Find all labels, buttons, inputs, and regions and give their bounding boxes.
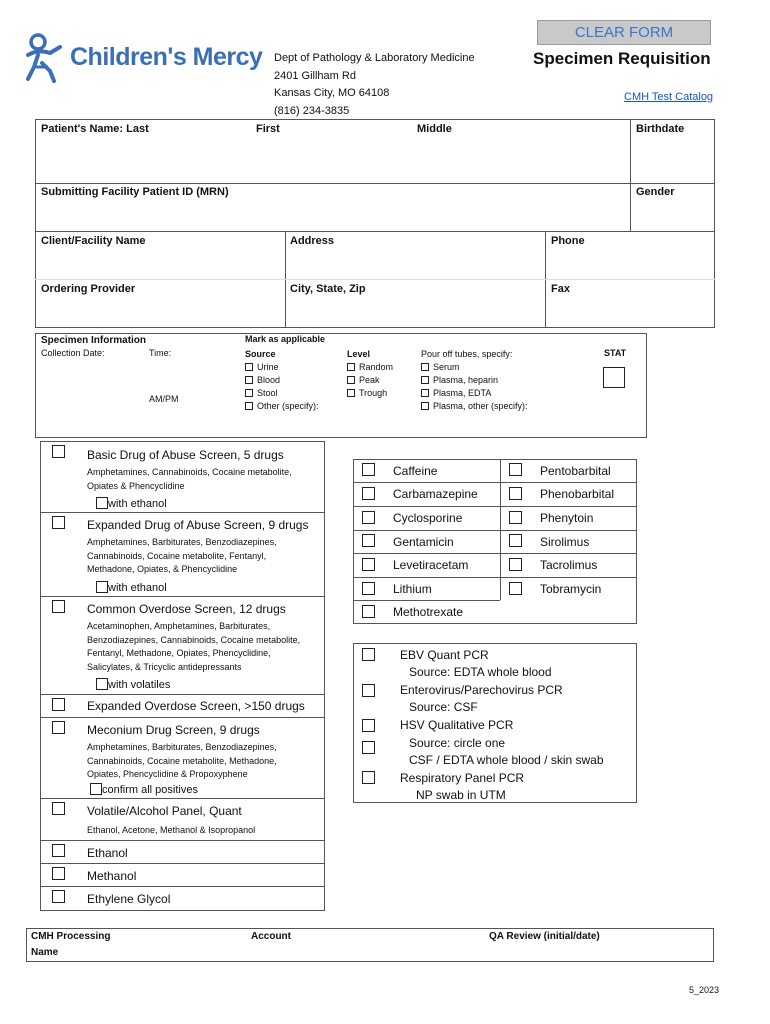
source-group bbox=[245, 348, 319, 413]
label-client: Client/Facility Name bbox=[41, 235, 146, 247]
source-stool[interactable]: Stool bbox=[245, 387, 319, 400]
basic-with-ethanol[interactable]: with ethanol bbox=[96, 497, 167, 510]
volatile-panel-list: Ethanol, Acetone, Methanol & Isopropanol bbox=[87, 825, 256, 835]
hsv-pcr: HSV Qualitative PCR Source: circle one CSF / EDTA whole blood / skin swab bbox=[400, 718, 604, 767]
collection-date-label: Collection Date: bbox=[41, 348, 105, 358]
checkbox-icon bbox=[347, 363, 355, 371]
checkbox-icon bbox=[245, 402, 253, 410]
qa-review-label: QA Review (initial/date) bbox=[489, 931, 600, 942]
common-overdose-checkbox[interactable] bbox=[52, 600, 65, 613]
volatile-panel-title: Volatile/Alcohol Panel, Quant bbox=[87, 804, 242, 818]
pour-other[interactable]: Plasma, other (specify): bbox=[421, 400, 528, 413]
expanded-doa-list: Amphetamines, Barbiturates, Benzodiazepines, Cannabinoids, Cocaine metabolite, Fentanyl, Methadone, Opiates, & Phencyclidine bbox=[87, 537, 277, 574]
level-random[interactable]: Random bbox=[347, 361, 393, 374]
ethanol-title: Ethanol bbox=[87, 846, 128, 860]
label-phone: Phone bbox=[551, 235, 585, 247]
processing-name-label: Name bbox=[31, 947, 59, 958]
common-overdose-title: Common Overdose Screen, 12 drugs bbox=[87, 602, 286, 616]
enterovirus-pcr: Enterovirus/Parechovirus PCR Source: CSF bbox=[400, 683, 563, 714]
account-label: Account bbox=[251, 931, 291, 942]
level-label: Level bbox=[347, 349, 371, 359]
respiratory-pcr: Respiratory Panel PCR NP swab in UTM bbox=[400, 771, 525, 802]
version-label: 5_2023 bbox=[689, 985, 720, 995]
pour-off-group bbox=[421, 348, 528, 413]
specimen-info-box bbox=[35, 333, 647, 438]
expanded-with-ethanol[interactable]: with ethanol bbox=[96, 581, 167, 594]
checkbox-icon bbox=[96, 678, 108, 690]
respiratory-pcr-checkbox[interactable] bbox=[362, 771, 375, 784]
logo bbox=[24, 33, 264, 83]
pour-off-label: Pour off tubes, specify: bbox=[421, 349, 513, 359]
checkbox-icon bbox=[421, 363, 429, 371]
volatile-panel-checkbox[interactable] bbox=[52, 802, 65, 815]
label-mrn: Submitting Facility Patient ID (MRN) bbox=[41, 186, 229, 198]
processing-label: CMH Processing bbox=[31, 931, 111, 942]
ampm-label: AM/PM bbox=[149, 394, 179, 404]
ebv-pcr-checkbox[interactable] bbox=[362, 648, 375, 661]
stat-label: STAT bbox=[604, 348, 627, 358]
enterovirus-pcr-checkbox[interactable] bbox=[362, 684, 375, 697]
clear-form-button[interactable]: CLEAR FORM bbox=[537, 20, 711, 45]
form-title: Specimen Requisition bbox=[533, 49, 711, 68]
specimen-title: Specimen Information bbox=[41, 335, 147, 346]
checkbox-icon bbox=[245, 376, 253, 384]
ethanol-checkbox[interactable] bbox=[52, 844, 65, 857]
checkbox-icon bbox=[96, 581, 108, 593]
pour-serum[interactable]: Serum bbox=[421, 361, 528, 374]
label-city-state-zip: City, State, Zip bbox=[290, 283, 366, 295]
source-other[interactable]: Other (specify): bbox=[245, 400, 319, 413]
expanded-doa-checkbox[interactable] bbox=[52, 516, 65, 529]
mark-applicable: Mark as applicable bbox=[245, 334, 326, 344]
checkbox-icon bbox=[245, 389, 253, 397]
hsv-pcr-checkbox[interactable] bbox=[362, 719, 375, 732]
meconium-title: Meconium Drug Screen, 9 drugs bbox=[87, 723, 260, 737]
pour-heparin[interactable]: Plasma, heparin bbox=[421, 374, 528, 387]
label-birthdate: Birthdate bbox=[636, 123, 685, 135]
basic-drug-screen-list: Amphetamines, Cannabinoids, Cocaine metabolite, Opiates & Phencyclidine bbox=[87, 467, 292, 491]
ethylene-glycol-checkbox[interactable] bbox=[52, 890, 65, 903]
checkbox-icon bbox=[421, 389, 429, 397]
expanded-overdose-checkbox[interactable] bbox=[52, 698, 65, 711]
source-blood[interactable]: Blood bbox=[245, 374, 319, 387]
label-middle-name: Middle bbox=[417, 123, 452, 135]
ethylene-glycol-title: Ethylene Glycol bbox=[87, 892, 171, 906]
level-trough[interactable]: Trough bbox=[347, 387, 393, 400]
meconium-list: Amphetamines, Barbiturates, Benzodiazepines, Cannabinoids, Cocaine metabolite, Methadone, Opiates, Phencyclidine & Propoxyphene bbox=[87, 742, 277, 779]
ebv-pcr: EBV Quant PCR Source: EDTA whole blood bbox=[400, 648, 552, 679]
checkbox-icon bbox=[245, 363, 253, 371]
common-with-volatiles[interactable]: with volatiles bbox=[96, 678, 170, 691]
checkbox-icon bbox=[96, 497, 108, 509]
expanded-overdose-title: Expanded Overdose Screen, >150 drugs bbox=[87, 699, 305, 713]
logo-figure-icon bbox=[24, 33, 68, 83]
checkbox-icon bbox=[421, 376, 429, 384]
label-address: Address bbox=[290, 235, 335, 247]
stat-checkbox[interactable] bbox=[603, 367, 625, 388]
meconium-confirm-positives[interactable]: confirm all positives bbox=[90, 783, 198, 796]
basic-drug-screen-title: Basic Drug of Abuse Screen, 5 drugs bbox=[87, 448, 284, 462]
processing-box bbox=[26, 928, 714, 962]
checkbox-icon bbox=[421, 402, 429, 410]
label-gender: Gender bbox=[636, 186, 675, 198]
checkbox-icon bbox=[90, 783, 102, 795]
common-overdose-list: Acetaminophen, Amphetamines, Barbiturates, Benzodiazepines, Cannabinoids, Cocaine metabolite, Fentanyl, Methadone, Opiates, Phencyclidine, Salicylates, & Tricyclic antidepressants bbox=[87, 621, 301, 672]
methanol-title: Methanol bbox=[87, 869, 137, 883]
patient-info-grid bbox=[35, 119, 715, 328]
expanded-doa-title: Expanded Drug of Abuse Screen, 9 drugs bbox=[87, 518, 309, 532]
label-first-name: First bbox=[256, 123, 280, 135]
source-label: Source bbox=[245, 349, 276, 359]
level-peak[interactable]: Peak bbox=[347, 374, 393, 387]
org-name: Children's Mercy bbox=[70, 43, 263, 71]
basic-drug-screen-checkbox[interactable] bbox=[52, 445, 65, 458]
checkbox-icon bbox=[347, 389, 355, 397]
time-label: Time: bbox=[149, 348, 172, 358]
label-provider: Ordering Provider bbox=[41, 283, 136, 295]
dept-address bbox=[274, 50, 475, 120]
level-group bbox=[347, 348, 393, 400]
methanol-checkbox[interactable] bbox=[52, 867, 65, 880]
meconium-checkbox[interactable] bbox=[52, 721, 65, 734]
test-catalog-link[interactable]: CMH Test Catalog bbox=[624, 91, 714, 103]
city: Kansas City, MO 64108 bbox=[274, 87, 390, 99]
pour-edta[interactable]: Plasma, EDTA bbox=[421, 387, 528, 400]
dept-name: Dept of Pathology & Laboratory Medicine bbox=[274, 52, 475, 64]
checkbox-icon bbox=[347, 376, 355, 384]
street: 2401 Gillham Rd bbox=[274, 69, 356, 82]
label-fax: Fax bbox=[551, 283, 570, 295]
source-urine[interactable]: Urine bbox=[245, 361, 319, 374]
dept-phone: (816) 234-3835 bbox=[274, 104, 350, 117]
label-last-name: Patient's Name: Last bbox=[41, 123, 149, 135]
hsv-pcr-checkbox-2[interactable] bbox=[362, 741, 375, 754]
